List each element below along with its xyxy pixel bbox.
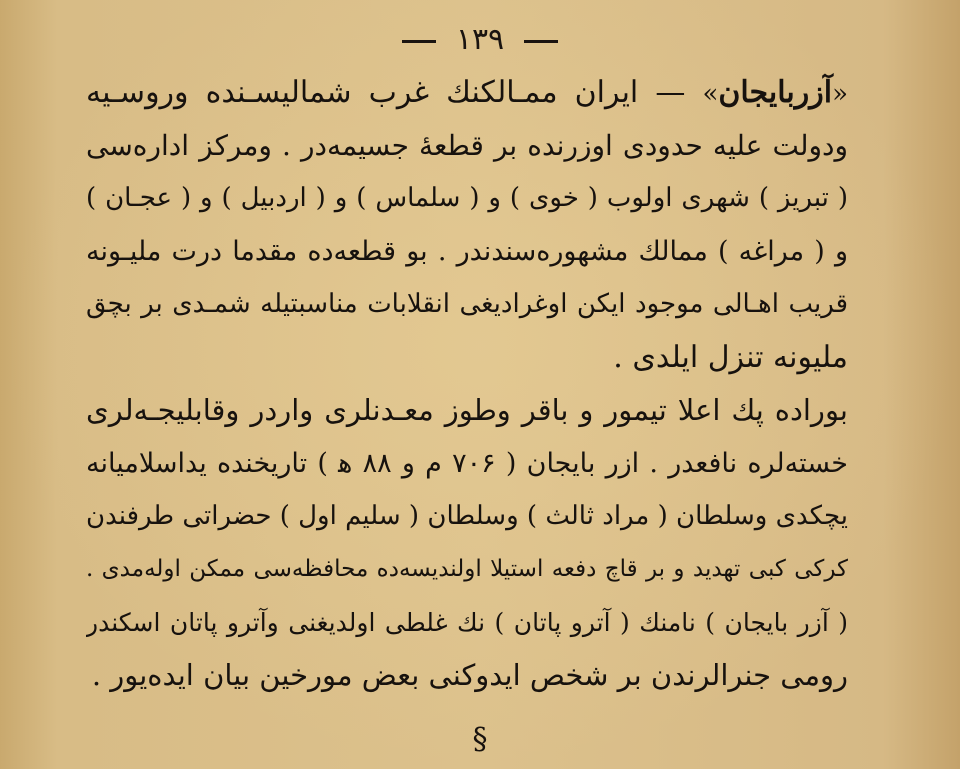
- text-line-1: [86, 66, 848, 119]
- ornament-left-icon: »: [702, 79, 719, 109]
- entry-text: [86, 66, 848, 702]
- page-header: [0, 22, 960, 57]
- header-dash-left: [402, 40, 436, 43]
- text-line-4: و ( مراغه ) ممالك مشهوره‌سندندر . بو قطعه‌ده مقدما درت ملیـونه: [86, 236, 848, 267]
- page-number: ١٣٩: [455, 22, 505, 57]
- text-line-9: یچکدی وسلطان ( مراد ثالث ) وسلطان ( سلیم اول ) حضراتی طرفندن: [86, 501, 848, 531]
- first-line-text: ایران ممـالکنك غرب شمالیسـنده وروسـیه: [86, 75, 639, 110]
- text-line-8: خسته‌لره نافعدر . ازر بایجان ( ۷۰۶ م و ۸۸ ﻫ ) تاریخنده یداسلامیانه: [86, 448, 848, 479]
- headword-dash: —: [655, 75, 686, 110]
- text-line-7: بوراده پك اعلا تیمور و باقر وطوز معـدنلری واردر وقابلیجـه‌لری: [86, 393, 848, 427]
- text-line-6: ملیونه تنزل ایلدی .: [613, 340, 848, 375]
- text-line-3: ( تبریز ) شهری اولوب ( خوی ) و ( سلماس ) و ( اردبیل ) و ( عجـان ): [86, 183, 848, 213]
- header-dash-right: [524, 40, 558, 43]
- text-line-12: رومی جنرالرندن بر شخص ایدوکنی بعض مورخین بیان ایده‌یور .: [91, 658, 848, 692]
- text-line-10: کرکی کبی تهدید و بر قاچ دفعه استیلا اولندیسه‌ده محافظه‌سی ممکن اوله‌مدی .: [86, 556, 848, 582]
- text-line-2: ودولت علیه حدودی اوزرنده بر قطعهٔ جسیمه‌در . ومرکز اداره‌سی: [86, 129, 848, 162]
- text-line-11: ( آزر بایجان ) نامنك ( آترو پاتان ) نك غلطی اولدیغنی وآترو پاتان اسکندر: [86, 608, 848, 637]
- ornament-right-icon: «: [832, 79, 848, 109]
- text-line-5: قریب اهـالی موجود ایکن اوغرادیغی انقلابات مناسبتیله شمـدی بر بچق: [86, 289, 848, 319]
- section-mark: §: [472, 722, 488, 757]
- entry-headword: آزربايجان: [718, 75, 833, 110]
